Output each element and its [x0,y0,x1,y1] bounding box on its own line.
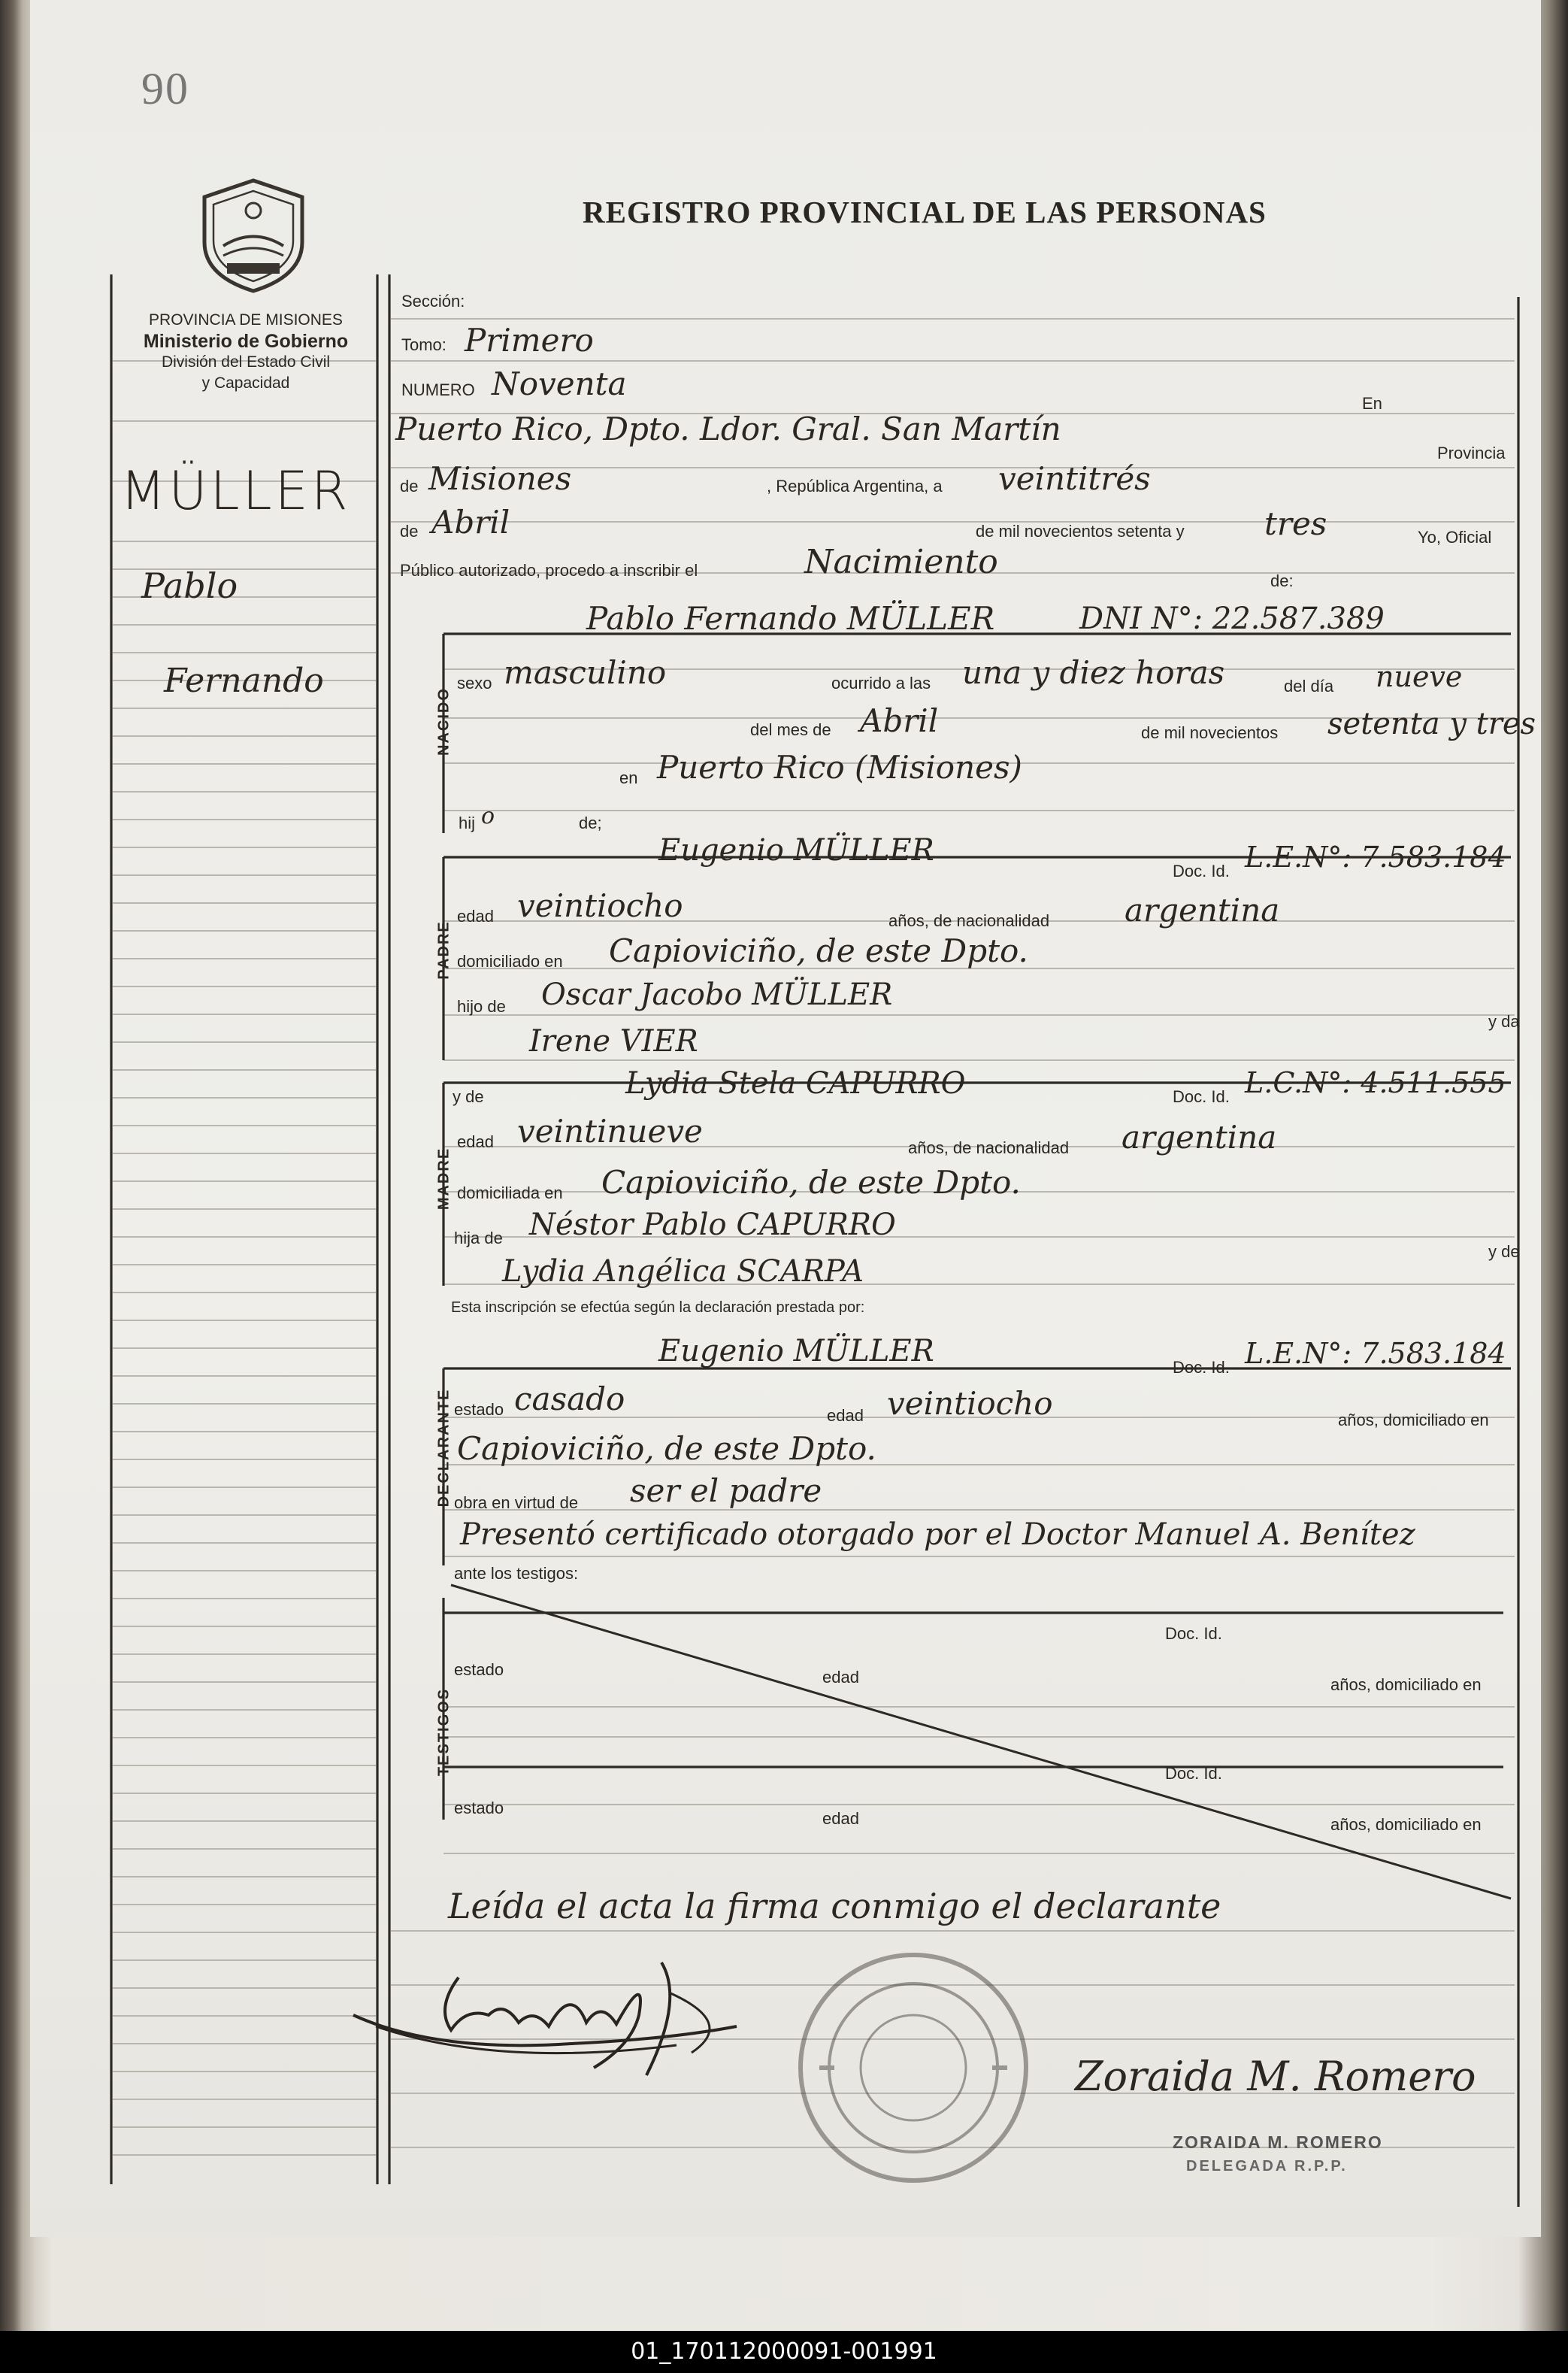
dia-value: nueve [1376,660,1463,693]
nacido-section-label: NACIDO [435,687,453,756]
testigo2-doc-label: Doc. Id. [1165,1764,1222,1783]
ocurrido-label: ocurrido a las [831,674,931,693]
year-label: de mil novecientos setenta y [976,522,1185,541]
certificado-value: Presentó certificado otorgado por el Doctor Manuel A. Benítez [460,1517,1415,1552]
dia-label: del día [1284,677,1334,696]
madre-hija-label: hija de [454,1229,503,1247]
padre-name: Eugenio MÜLLER [658,833,934,868]
declarante-anios-label: años, domiciliado en [1338,1411,1489,1429]
document-title: REGISTRO PROVINCIAL DE LAS PERSONAS [583,195,1267,229]
declarante-section-label: DECLARANTE [435,1388,453,1508]
margin-surname: MÜLLER [120,460,351,522]
en-label: En [1362,394,1382,413]
padre-doc-label: Doc. Id. [1173,862,1230,880]
testigos-section-label: TESTIGOS [435,1687,453,1777]
hijo-value: o [481,803,495,829]
page-number: 90 [141,64,189,114]
publico-label: Público autorizado, procedo a inscribir el [400,561,698,580]
mes-value: Abril [860,702,939,739]
testigo1-anios-label: años, domiciliado en [1330,1675,1482,1694]
declarante-name: Eugenio MÜLLER [658,1334,934,1368]
madre-edad-label: edad [457,1132,494,1151]
anio-label: de mil novecientos [1141,723,1279,742]
register-page [30,0,1541,2237]
footer-bar [0,2331,1568,2373]
padre-domicilio-label: domiciliado en [457,952,563,971]
declaracion-label: Esta inscripción se efectúa según la declaración prestada por: [451,1299,865,1316]
capacidad-label: y Capacidad [201,374,290,392]
padre-doc-value: L.E.N°: 7.583.184 [1245,841,1506,874]
padre-hijo-label: hijo de [457,997,506,1016]
declarante-doc-label: Doc. Id. [1173,1358,1230,1377]
sexo-value: masculino [504,654,667,691]
estado-value: casado [514,1380,625,1417]
anio-value: setenta y tres [1327,707,1536,741]
hora-value: una y diez horas [962,654,1225,691]
republica-label: , República Argentina, a [767,477,943,496]
numero-label: NUMERO [401,380,475,399]
madre-nacionalidad-value: argentina [1122,1119,1277,1156]
ministry-block [114,310,377,394]
sexo-label: sexo [457,674,492,693]
seccion-label: Sección: [401,292,465,311]
ministry-label: Ministerio de Gobierno [143,331,349,352]
numero-value: Noventa [492,365,627,402]
provincia-label: Provincia [1437,444,1506,462]
testigos-cancel-line [451,1585,1511,1899]
footer-id: 01_170112000091-001991 [631,2338,937,2365]
madre-yde-label: y de [453,1087,484,1106]
padre-nacionalidad-value: argentina [1125,892,1280,929]
madre-section-label: MADRE [435,1147,453,1211]
padre-hijo-value: Oscar Jacobo MÜLLER [541,977,893,1012]
padre-anios-label: años, de nacionalidad [888,911,1050,930]
division-label: División del Estado Civil [161,353,331,371]
testigo1-doc-label: Doc. Id. [1165,1624,1222,1643]
en-lugar-label: en [619,768,638,787]
testigos-label: ante los testigos: [454,1564,579,1583]
testigo2-anios-label: años, domiciliado en [1330,1815,1482,1834]
official-title: DELEGADA R.P.P. [1186,2158,1348,2174]
madre-anios-label: años, de nacionalidad [908,1138,1070,1157]
oficial-label: Yo, Oficial [1418,528,1492,547]
de2-label: de [400,522,419,541]
madre-yde2-label: y de [1488,1242,1520,1261]
padre-domicilio-value: Capioviciño, de este Dpto. [609,932,1028,969]
padre-edad-value: veintiocho [517,887,683,924]
testigo1-edad-label: edad [822,1668,859,1687]
declarante-edad-value: veintiocho [887,1385,1053,1422]
padre-section-label: PADRE [435,920,453,980]
estado-label: estado [454,1400,504,1419]
mes-label: del mes de [750,720,831,739]
tomo-label: Tomo: [401,335,446,354]
place-value: Puerto Rico, Dpto. Ldor. Gral. San Martín [395,411,1061,447]
lugar-value: Puerto Rico (Misiones) [657,749,1022,786]
day-value: veintitrés [998,460,1151,497]
official-name: ZORAIDA M. ROMERO [1173,2132,1383,2152]
madre-domicilio-value: Capioviciño, de este Dpto. [601,1164,1021,1201]
provincial-seal-icon [197,174,310,295]
acto-value: Nacimiento [804,543,998,581]
madre-edad-value: veintinueve [517,1113,703,1150]
testigo2-estado-label: estado [454,1799,504,1817]
margin-second-name: Fernando [164,662,324,700]
padre-madre-value: Irene VIER [529,1024,698,1059]
madre-doc-label: Doc. Id. [1173,1087,1230,1106]
madre-madre-value: Lydia Angélica SCARPA [502,1254,864,1289]
official-stamp-icon [789,1944,1037,2192]
madre-hija-value: Néstor Pablo CAPURRO [529,1208,896,1242]
tomo-value: Primero [465,322,594,359]
nacido-name: Pablo Fernando MÜLLER [586,600,995,637]
de-label: de [400,477,419,496]
madre-domicilio-label: domiciliada en [457,1183,563,1202]
official-signature: Zoraida M. Romero [1075,2053,1476,2100]
month-value: Abril [431,504,510,541]
testigo1-estado-label: estado [454,1660,504,1679]
declarante-edad-label: edad [827,1406,864,1425]
madre-doc-value: L.C.N°: 4.511.555 [1245,1066,1506,1099]
declarante-signature [346,1955,767,2090]
hijo-de-label: de; [579,814,602,832]
province-label: PROVINCIA DE MISIONES [149,311,343,329]
declarante-doc-value: L.E.N°: 7.583.184 [1245,1337,1506,1370]
year-value: tres [1264,505,1327,542]
testigo2-edad-label: edad [822,1809,859,1828]
padre-edad-label: edad [457,907,494,926]
obra-value: ser el padre [630,1472,822,1509]
de3-label: de: [1270,571,1294,590]
padre-yda-label: y da [1488,1012,1520,1031]
declarante-domicilio-value: Capioviciño, de este Dpto. [457,1430,876,1467]
madre-name: Lydia Stela CAPURRO [625,1066,966,1101]
hijo-label: hij [459,814,476,832]
nacido-dni: DNI N°: 22.587.389 [1079,602,1385,636]
margin-first-name: Pablo [141,565,238,606]
provincia-value: Misiones [428,460,572,497]
closing-text: Leída el acta la firma conmigo el declarante [448,1886,1221,1926]
obra-label: obra en virtud de [454,1493,579,1512]
